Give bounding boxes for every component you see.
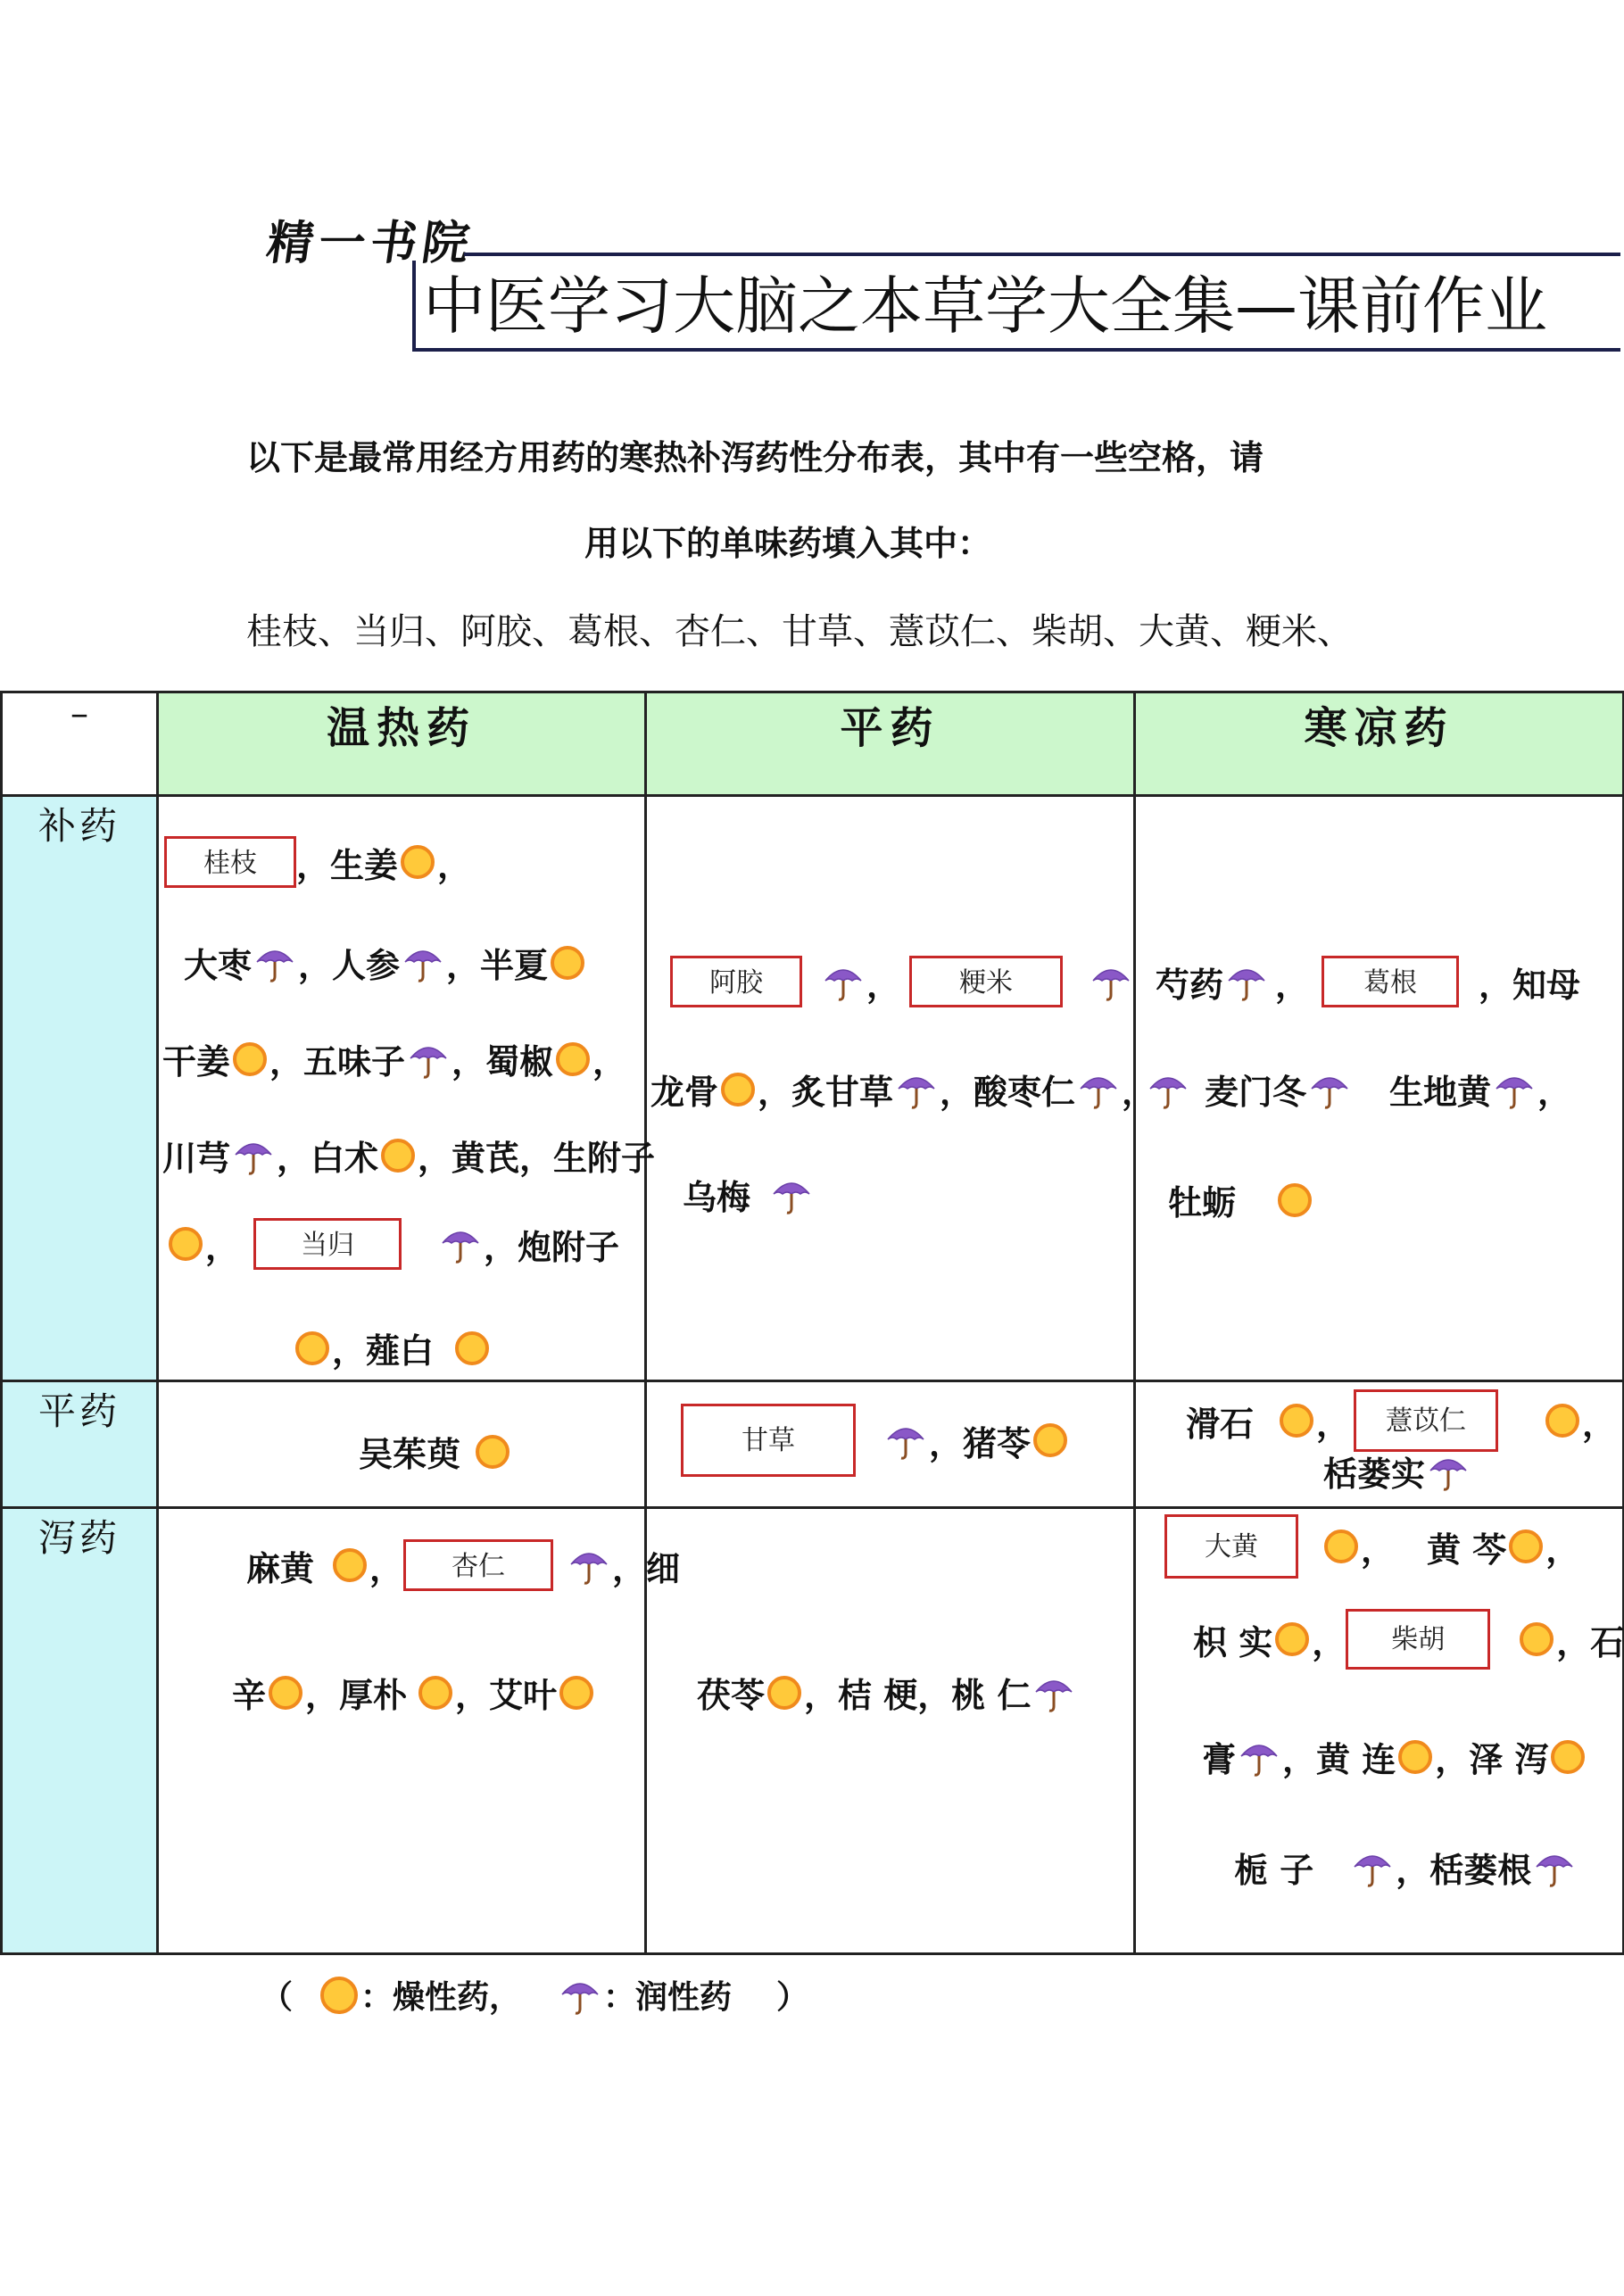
cell-text: 生地黄	[1389, 1072, 1492, 1112]
sun-icon	[455, 1331, 489, 1365]
cell-text: ，	[592, 1041, 627, 1082]
cell-text: ，泽 泻	[1435, 1739, 1549, 1779]
umbrella-icon	[1148, 1069, 1189, 1110]
cell-text: ，五味子	[269, 1041, 406, 1082]
cell-neutral-warm	[158, 1381, 646, 1508]
umbrella-icon	[1090, 961, 1131, 1002]
umbrella-icon	[1352, 1847, 1393, 1888]
cell-text: 麻黄	[246, 1547, 315, 1588]
sun-icon	[1509, 1529, 1543, 1563]
sun-icon	[381, 1139, 415, 1173]
cell-text: ，白术	[277, 1138, 379, 1178]
umbrella-icon	[440, 1223, 481, 1264]
cell-text: ，	[1361, 1529, 1396, 1570]
sun-icon	[269, 1676, 302, 1710]
cell-text: ，	[1537, 1072, 1572, 1112]
cell-tonic-neutral	[646, 796, 1156, 1381]
cell-text: 辛	[232, 1675, 267, 1715]
cell-text: ，半夏	[446, 945, 549, 985]
cell-text: ，	[1582, 1403, 1617, 1444]
sun-icon	[1278, 1183, 1312, 1217]
umbrella-icon	[1534, 1847, 1575, 1888]
cell-text: ，酸枣仁	[940, 1072, 1076, 1112]
cell-text: 吴茱萸	[359, 1434, 461, 1474]
sun-icon	[233, 1042, 267, 1076]
umbrella-icon	[408, 1039, 449, 1080]
sun-icon	[1520, 1622, 1554, 1656]
umbrella-icon	[233, 1135, 274, 1176]
umbrella-icon	[1239, 1737, 1280, 1778]
cell-text: 栀 子	[1234, 1850, 1314, 1890]
cell-text: ，	[369, 1547, 404, 1588]
cell-text: ，栝蒌根	[1396, 1850, 1532, 1890]
answer-box[interactable]: 杏仁	[403, 1539, 553, 1591]
cell-text: ，桔 梗，桃 仁	[804, 1675, 1032, 1715]
sun-icon	[1545, 1404, 1579, 1438]
brand-rule	[464, 253, 1620, 256]
umbrella-icon	[1309, 1069, 1350, 1110]
umbrella-icon	[1033, 1672, 1074, 1713]
cell-text: 黄 芩	[1427, 1529, 1507, 1570]
brand-logo: 精一书院	[263, 216, 478, 270]
umbrella-icon	[896, 1069, 937, 1110]
sun-icon	[1033, 1423, 1067, 1457]
cell-text: ，	[1316, 1403, 1351, 1444]
sun-icon	[721, 1073, 755, 1107]
legend	[261, 1972, 808, 2018]
cell-text: 栝蒌实	[1323, 1454, 1426, 1494]
sun-icon	[1551, 1740, 1585, 1774]
cell-text: 川芎	[162, 1138, 231, 1178]
cell-text: ，蜀椒	[452, 1041, 554, 1082]
sun-icon	[476, 1435, 510, 1469]
umbrella-icon	[568, 1545, 609, 1586]
umbrella-icon	[771, 1174, 812, 1215]
answer-box[interactable]: 甘草	[681, 1404, 856, 1477]
sun-icon	[1275, 1622, 1309, 1656]
cell-text: 龙骨	[650, 1072, 719, 1112]
sun-icon	[333, 1548, 367, 1582]
cell-purgative-cold	[1135, 1508, 1624, 1954]
umbrella-icon	[885, 1420, 926, 1461]
answer-box[interactable]: 桂枝	[164, 836, 296, 888]
umbrella-icon	[1078, 1069, 1119, 1110]
umbrella-icon	[559, 1975, 601, 2016]
row-label-purgative: 泻药	[2, 1508, 158, 1954]
umbrella-icon	[1494, 1069, 1535, 1110]
sun-icon	[1398, 1740, 1432, 1774]
cell-tonic-warm	[158, 796, 656, 1381]
answer-box[interactable]: 粳米	[909, 956, 1063, 1007]
cell-text: ，	[205, 1226, 240, 1267]
col-header-warm: 温热药	[158, 692, 646, 796]
col-header-neutral: 平药	[646, 692, 1135, 796]
sun-icon	[559, 1676, 593, 1710]
sun-icon	[1324, 1529, 1358, 1563]
cell-purgative-neutral	[646, 1508, 1135, 1954]
sun-icon	[767, 1676, 801, 1710]
cell-purgative-warm	[158, 1508, 681, 1954]
cell-text: 干姜	[162, 1041, 231, 1082]
umbrella-icon	[402, 942, 443, 983]
cell-text: ，厚朴	[305, 1675, 408, 1715]
answer-box[interactable]: 大黄	[1164, 1514, 1298, 1579]
legend-close: ）	[776, 1978, 809, 2016]
cell-text: 芍药	[1156, 964, 1224, 1005]
herb-property-table	[0, 691, 1624, 1955]
cell-neutral-neutral	[646, 1381, 1135, 1508]
cell-text: ，人参	[298, 945, 401, 985]
row-label-tonic: 补药	[2, 796, 158, 1381]
answer-box[interactable]: 当归	[253, 1218, 402, 1270]
row-label-neutral: 平药	[2, 1381, 158, 1508]
cell-text: ，	[1275, 964, 1310, 1005]
cell-text: ，猪苓	[929, 1422, 1032, 1463]
answer-box[interactable]: 葛根	[1322, 956, 1459, 1007]
col-header-cold: 寒凉药	[1135, 692, 1624, 796]
answer-box[interactable]: 薏苡仁	[1354, 1389, 1498, 1452]
legend-moist: ：润性药	[603, 1978, 733, 2016]
umbrella-icon	[254, 942, 295, 983]
cell-text: ，知母	[1479, 964, 1581, 1005]
sun-icon	[169, 1227, 203, 1261]
cell-text: 牡蛎	[1168, 1182, 1237, 1223]
cell-text: ，薤白	[332, 1330, 435, 1371]
answer-box[interactable]: 柴胡	[1346, 1609, 1490, 1670]
sun-icon	[295, 1331, 329, 1365]
cell-text: ，	[1312, 1621, 1346, 1662]
sun-icon	[320, 1977, 358, 2014]
cell-text: 滑石	[1186, 1403, 1255, 1444]
cell-text: 大枣	[184, 945, 253, 985]
cell-text: ，	[437, 844, 472, 885]
drug-list: 桂枝、当归、阿胶、葛根、杏仁、甘草、薏苡仁、柴胡、大黄、粳米、	[246, 611, 1353, 652]
cell-text: ，黄芪，生附子	[418, 1138, 656, 1178]
cell-text: 麦门冬	[1205, 1072, 1307, 1112]
cell-text: ，	[1545, 1529, 1580, 1570]
intro-line-1: 以下是最常用经方用药的寒热补泻药性分布表，其中有一些空格，请	[246, 438, 1264, 477]
umbrella-icon	[1226, 961, 1267, 1002]
cell-text: ，细	[612, 1547, 681, 1588]
cell-text: ，炙甘草	[758, 1072, 894, 1112]
cell-neutral-cold	[1135, 1381, 1624, 1508]
sun-icon	[556, 1042, 590, 1076]
cell-text: 乌梅	[683, 1177, 751, 1217]
cell-text: ，	[1122, 1072, 1156, 1112]
sun-icon	[1280, 1404, 1313, 1438]
cell-text: 茯苓	[697, 1675, 766, 1715]
umbrella-icon	[823, 961, 864, 1002]
cell-text: ，生姜	[296, 844, 399, 885]
legend-dry: ：燥性药，	[360, 1978, 522, 2016]
page-title: 中医学习大脑之本草学大全集—课前作业	[423, 269, 1547, 343]
answer-box[interactable]: 阿胶	[670, 956, 802, 1007]
cell-tonic-cold	[1135, 796, 1624, 1381]
cell-text: ，炮附子	[484, 1226, 620, 1267]
cell-text: ，	[866, 964, 901, 1005]
sun-icon	[418, 1676, 452, 1710]
legend-open: （	[261, 1978, 294, 2016]
cell-text: 膏	[1202, 1739, 1237, 1779]
umbrella-icon	[1428, 1451, 1469, 1492]
sun-icon	[401, 845, 435, 879]
table-corner: –	[2, 692, 158, 796]
intro-line-2: 用以下的单味药填入其中：	[584, 524, 992, 563]
cell-text: ，黄 连	[1282, 1739, 1396, 1779]
cell-text: ，石	[1556, 1621, 1624, 1662]
cell-text: 枳 实	[1193, 1621, 1273, 1662]
sun-icon	[551, 946, 584, 980]
cell-text: ，艾叶	[455, 1675, 558, 1715]
